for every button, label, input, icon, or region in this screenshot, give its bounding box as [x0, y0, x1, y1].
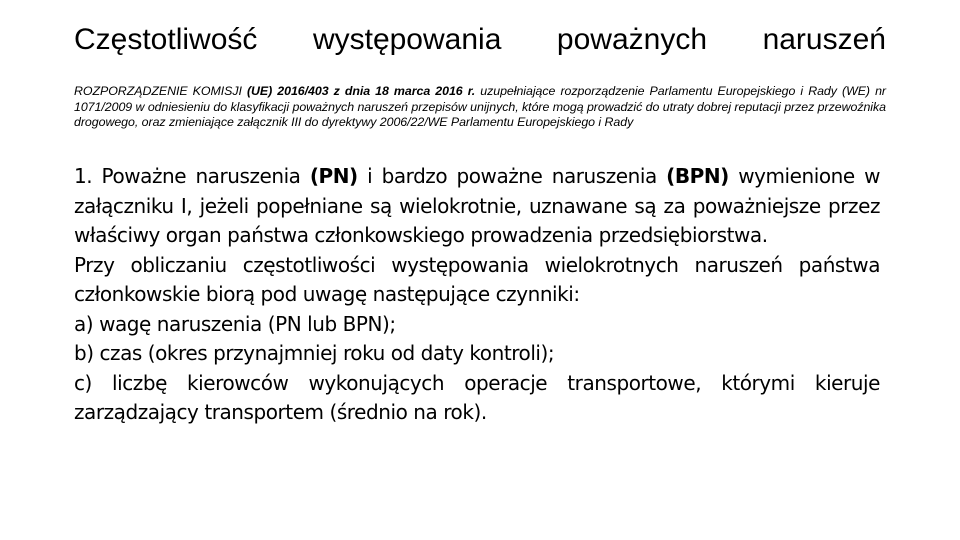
title-word: naruszeń [762, 23, 886, 56]
factor-item: a) wagę naruszenia (PN lub BPN); [74, 311, 396, 336]
regulation-prefix: ROZPORZĄDZENIE KOMISJI [74, 84, 247, 98]
point-1-text: wymienione w załączniku I, jeżeli popełniane są wielokrotnie, uznawane są za poważniejsze przez właściwy organ państwa członkowskiego prowadzenia przedsiębiorstwa. [74, 164, 880, 247]
regulation-number: (UE) 2016/403 z dnia 18 marca 2016 r. [246, 84, 476, 98]
title-word: występowania [312, 23, 502, 56]
factor-item: c) liczbę kierowców wykonujących operacje transportowe, którymi kieruje zarządzający transportem (średnio na rok). [74, 370, 880, 424]
intro-paragraph: Przy obliczaniu częstotliwości występowania wielokrotnych naruszeń państwa członkowskie biorą pod uwagę następujące czynniki: [74, 252, 880, 306]
regulation-reference [74, 84, 886, 131]
pn-abbreviation: (PN) [309, 164, 358, 188]
title-word: poważnych [556, 23, 708, 56]
point-1-text: 1. Poważne naruszenia [74, 164, 310, 188]
bpn-abbreviation: (BPN) [666, 164, 729, 188]
point-1-text: i bardzo poważne naruszenia [357, 164, 667, 188]
point-1-paragraph [74, 162, 880, 251]
title-word: Częstotliwość [74, 23, 258, 56]
slide-body [74, 162, 880, 428]
regulation-description: uzupełniające rozporządzenie Parlamentu Europejskiego i Rady (WE) nr 1071/2009 w odniesieniu do klasyfikacji poważnych naruszeń przepisów unijnych, które mogą prowadzić do utraty dobrej reputacji przez przewoźnika drogowego, oraz zmieniające załącznik III do dyrektywy 2006/22/WE Parlamentu Europejskiego i Rady [74, 84, 886, 130]
factor-item: b) czas (okres przynajmniej roku od daty kontroli); [74, 341, 555, 365]
slide-title [74, 20, 886, 60]
